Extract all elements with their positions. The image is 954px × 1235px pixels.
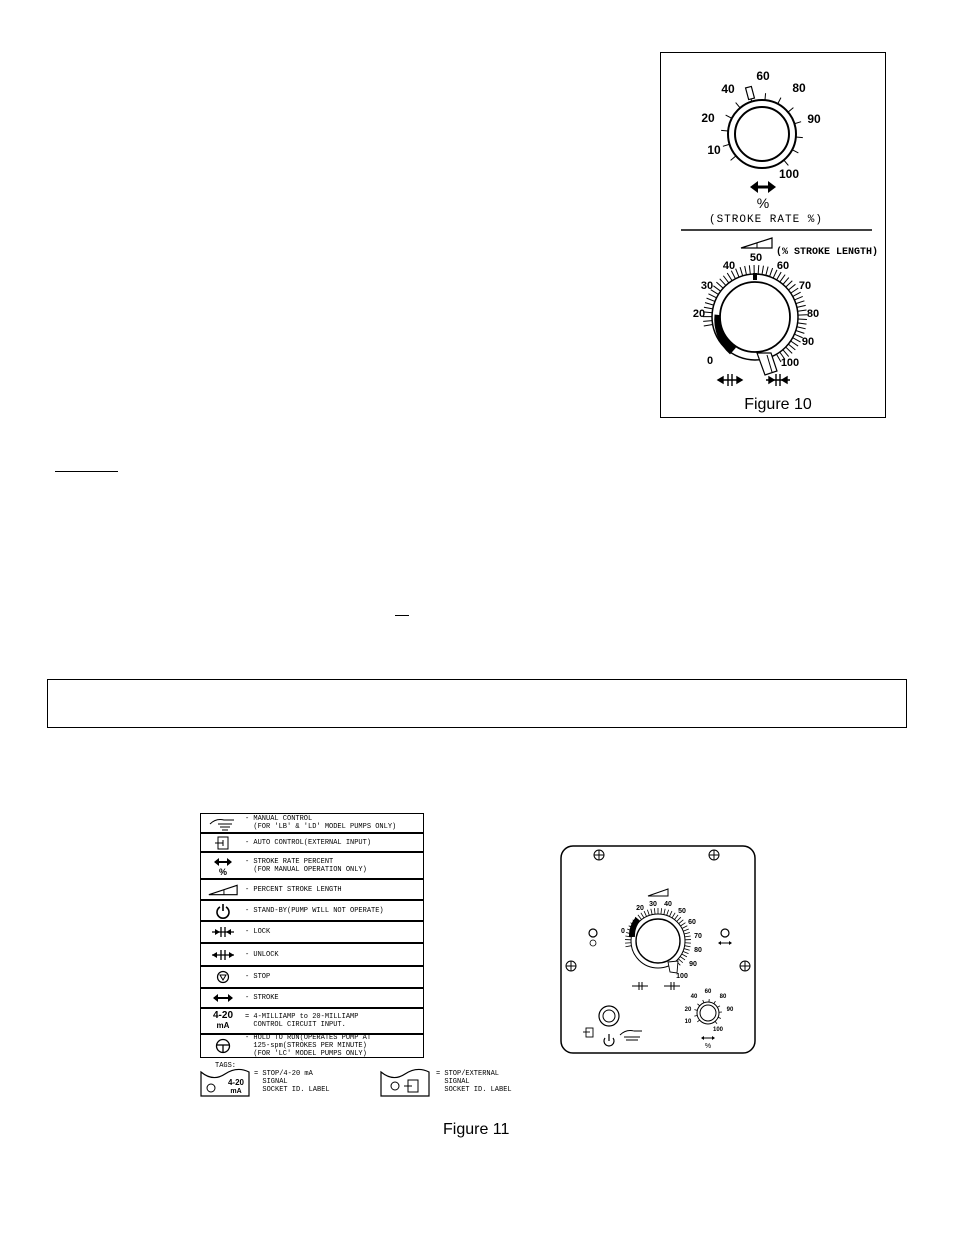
dial-tick xyxy=(704,324,713,326)
legend-row-standby xyxy=(200,900,424,921)
dial-tick xyxy=(682,954,687,957)
dial-tick xyxy=(685,936,691,937)
arrow-percent-icon xyxy=(207,853,239,878)
dial-tick xyxy=(788,344,795,350)
legend-row-unlock xyxy=(200,943,424,966)
mode-switch[interactable] xyxy=(599,1006,619,1026)
figure-11-caption: Figure 11 xyxy=(443,1121,510,1138)
rate-percent-symbol: % xyxy=(756,195,770,211)
dial-tick xyxy=(677,917,681,921)
legend-row-lock xyxy=(200,921,424,943)
dial-tick xyxy=(788,108,793,112)
dial-tick xyxy=(794,122,801,124)
dial-tick xyxy=(716,282,723,288)
dial-tick xyxy=(778,98,781,104)
dial-tick xyxy=(720,279,726,286)
dial-tick xyxy=(680,956,685,959)
panel-rate-tick-10: 10 xyxy=(684,1019,692,1025)
dial-tick xyxy=(793,338,801,342)
dial-tick xyxy=(672,913,675,918)
stroke-icon xyxy=(207,989,239,1007)
dial-tick xyxy=(788,284,795,290)
screw-icon xyxy=(740,961,750,971)
dial-tick xyxy=(685,946,691,947)
dial-tick xyxy=(736,103,740,108)
dial-tick xyxy=(654,908,655,914)
stroke-rate-label: (STROKE RATE %) xyxy=(708,214,824,226)
dial-tick xyxy=(674,915,678,920)
panel-percent: % xyxy=(704,1043,712,1050)
tag2-text: = STOP/EXTERNAL SIGNAL SOCKET ID. LABEL xyxy=(436,1070,512,1094)
dial-tick xyxy=(647,910,649,916)
legend-text: - STOP xyxy=(245,973,271,981)
dial-tick xyxy=(745,266,747,275)
dial-tick xyxy=(727,273,732,281)
rate-tick-20: 20 xyxy=(701,111,715,125)
panel-rate-tick-20: 20 xyxy=(684,1007,692,1013)
length-tick-40: 40 xyxy=(722,260,736,272)
dial-tick xyxy=(669,911,672,916)
stop-socket xyxy=(589,929,597,937)
dial-tick xyxy=(704,307,713,309)
run-icon xyxy=(207,1035,239,1057)
dial-tick xyxy=(679,920,684,924)
wedge-icon xyxy=(648,889,668,896)
legend-text: - PERCENT STROKE LENGTH xyxy=(245,885,342,894)
panel-rate-tick-80: 80 xyxy=(719,994,727,1000)
tag1-mark: 4-20 xyxy=(227,1078,245,1087)
wedge-icon xyxy=(207,880,239,899)
legend-text: - STROKE RATE PERCENT (FOR MANUAL OPERATION ONLY) xyxy=(245,857,367,874)
tags-label: TAGS: xyxy=(215,1062,237,1070)
length-tick-70: 70 xyxy=(798,280,812,292)
stop-icon xyxy=(590,940,596,946)
panel-length-tick-40: 40 xyxy=(664,901,672,908)
dial-tick xyxy=(798,310,807,311)
length-tick-100: 100 xyxy=(780,357,800,369)
dial-tick xyxy=(791,288,798,293)
dial-tick xyxy=(740,267,743,276)
panel-length-tick-100: 100 xyxy=(676,973,688,980)
dial-tick xyxy=(798,323,807,324)
length-tick-20: 20 xyxy=(692,308,706,320)
legend-text: - LOCK xyxy=(245,928,271,936)
screw-icon xyxy=(566,961,576,971)
stroke-icon xyxy=(718,941,732,945)
dial-tick xyxy=(641,913,644,918)
length-tick-60: 60 xyxy=(776,260,790,272)
dial-tick xyxy=(783,350,789,357)
length-tick-90: 90 xyxy=(801,336,815,348)
legend-row-auto xyxy=(200,833,424,852)
dial-tick xyxy=(796,301,805,304)
panel-rate-tick-90: 90 xyxy=(726,1007,734,1013)
tag1-unit: mA xyxy=(230,1088,242,1095)
panel-length-tick-30: 30 xyxy=(649,901,657,908)
dial-tick xyxy=(683,929,689,931)
dial-tick xyxy=(792,150,798,153)
stroke-rate-dial xyxy=(721,86,803,168)
figure-10-caption: Figure 10 xyxy=(744,396,812,413)
dial-tick xyxy=(638,915,642,920)
length-tick-0: 0 xyxy=(706,355,714,367)
legend-row-manual xyxy=(200,813,424,833)
dial-tick xyxy=(703,321,712,322)
screw-icon xyxy=(709,850,719,860)
panel-length-tick-50: 50 xyxy=(678,908,686,915)
dial-tick xyxy=(791,341,798,346)
dial-tick xyxy=(780,275,785,282)
dial-tick xyxy=(749,265,750,274)
dial-tick xyxy=(651,909,652,915)
dial-tick xyxy=(793,292,801,296)
length-tick-50: 50 xyxy=(749,252,763,264)
dial-tick xyxy=(664,909,665,915)
milliamp-icon xyxy=(207,1009,239,1033)
rate-tick-10: 10 xyxy=(707,143,721,157)
dial-tick xyxy=(786,281,792,287)
dial-tick xyxy=(683,951,689,953)
panel-rate-tick-100: 100 xyxy=(712,1027,724,1033)
legend-row-stroke-rate xyxy=(200,852,424,879)
panel-length-tick-80: 80 xyxy=(694,947,702,954)
milliamp-symbol: 4-20 xyxy=(212,1010,233,1021)
note-box xyxy=(47,679,907,728)
dial-tick xyxy=(708,294,716,298)
dial-tick xyxy=(684,949,690,951)
legend-text: - UNLOCK xyxy=(245,950,279,959)
legend-text: - MANUAL CONTROL (FOR 'LB' & 'LD' MODEL PUMPS ONLY) xyxy=(245,815,397,831)
dial-tick xyxy=(705,303,714,305)
panel-length-dial xyxy=(625,908,691,973)
dial-tick xyxy=(765,93,766,100)
dial-tick xyxy=(786,347,792,353)
section-heading-underline xyxy=(55,471,118,472)
legend-text: - STAND-BY(PUMP WILL NOT OPERATE) xyxy=(245,906,384,915)
dial-tick xyxy=(797,327,806,329)
dial-tick xyxy=(707,298,715,301)
legend-text: - HOLD TO RUN(OPERATES PUMP AT 125-spm(STROKES PER MINUTE) (FOR 'LC' MODEL PUMPS ONLY) xyxy=(245,1034,372,1058)
dial-tick xyxy=(680,923,685,926)
dial-tick xyxy=(736,269,739,277)
plug-icon xyxy=(583,1028,593,1037)
dial-tick xyxy=(726,115,732,118)
dial-tick xyxy=(661,908,662,914)
legend-row-run xyxy=(200,1034,424,1058)
lock-icon xyxy=(207,922,239,942)
legend-text: - AUTO CONTROL(EXTERNAL INPUT) xyxy=(245,838,372,847)
hand-icon xyxy=(207,814,239,832)
rate-tick-80: 80 xyxy=(792,81,806,95)
lock-icon xyxy=(664,982,680,990)
dial-tick xyxy=(777,272,782,280)
dial-tick xyxy=(797,305,806,307)
hand-icon xyxy=(620,1031,642,1041)
rate-tick-100: 100 xyxy=(778,167,800,181)
figure-10-drawing xyxy=(661,53,887,419)
dial-tick xyxy=(723,144,730,146)
stop-icon xyxy=(207,967,239,987)
unlock-icon xyxy=(632,982,648,990)
dial-tick xyxy=(796,137,803,138)
legend-row-stop xyxy=(200,966,424,988)
dial-tick xyxy=(766,267,768,276)
rate-tick-40: 40 xyxy=(721,82,735,96)
dial-tick xyxy=(713,286,720,291)
dial-tick xyxy=(794,296,802,300)
panel-rate-tick-40: 40 xyxy=(690,994,698,1000)
dial-tick xyxy=(626,946,632,947)
legend-text: - STROKE xyxy=(245,994,279,1002)
panel-length-tick-60: 60 xyxy=(688,919,696,926)
percent-glyph: % xyxy=(218,866,228,877)
panel-length-tick-70: 70 xyxy=(694,933,702,940)
dial-tick xyxy=(784,160,788,165)
length-tick-80: 80 xyxy=(806,308,820,320)
plug-icon xyxy=(207,834,239,851)
milliamp-unit: mA xyxy=(216,1021,230,1030)
dial-tick xyxy=(731,156,736,160)
screw-icon xyxy=(594,850,604,860)
length-tick-30: 30 xyxy=(700,280,714,292)
rate-tick-60: 60 xyxy=(756,69,770,83)
dial-tick xyxy=(758,265,759,274)
lock-icon xyxy=(766,374,790,386)
unlock-icon xyxy=(718,374,742,386)
dial-tick xyxy=(678,959,683,963)
double-arrow-icon xyxy=(750,181,776,193)
dial-tick xyxy=(796,331,805,334)
pump-control-panel xyxy=(560,845,756,1055)
legend-row-stroke xyxy=(200,988,424,1008)
panel-length-tick-0: 0 xyxy=(621,928,625,935)
rate-tick-90: 90 xyxy=(807,112,821,126)
panel-rate-dial xyxy=(694,999,722,1024)
dial-tick xyxy=(684,932,690,934)
dial-tick xyxy=(783,278,789,285)
dial-tick xyxy=(667,910,669,916)
dial-tick xyxy=(762,266,763,275)
power-icon xyxy=(604,1034,614,1046)
dial-tick xyxy=(770,268,773,276)
panel-length-tick-90: 90 xyxy=(689,961,697,968)
legend-row-milliamp xyxy=(200,1008,424,1034)
tag1-text: = STOP/4-20 mA SIGNAL SOCKET ID. LABEL xyxy=(254,1070,330,1094)
stroke-length-label: (% STROKE LENGTH) xyxy=(776,247,879,258)
dial-tick xyxy=(721,130,728,131)
panel-length-tick-20: 20 xyxy=(636,905,644,912)
legend-row-stroke-length xyxy=(200,879,424,900)
word-underline xyxy=(395,615,409,616)
dial-tick xyxy=(644,911,647,916)
stroke-socket xyxy=(721,929,729,937)
dial-tick xyxy=(723,276,728,283)
dial-tick xyxy=(682,926,687,929)
figure-10-frame xyxy=(660,52,886,418)
unlock-icon xyxy=(207,944,239,965)
panel-rate-tick-60: 60 xyxy=(704,989,712,995)
stroke-icon xyxy=(701,1036,715,1040)
power-icon xyxy=(207,901,239,920)
legend-text: = 4-MILLIAMP to 20-MILLIAMP CONTROL CIRCUIT INPUT. xyxy=(245,1013,359,1029)
